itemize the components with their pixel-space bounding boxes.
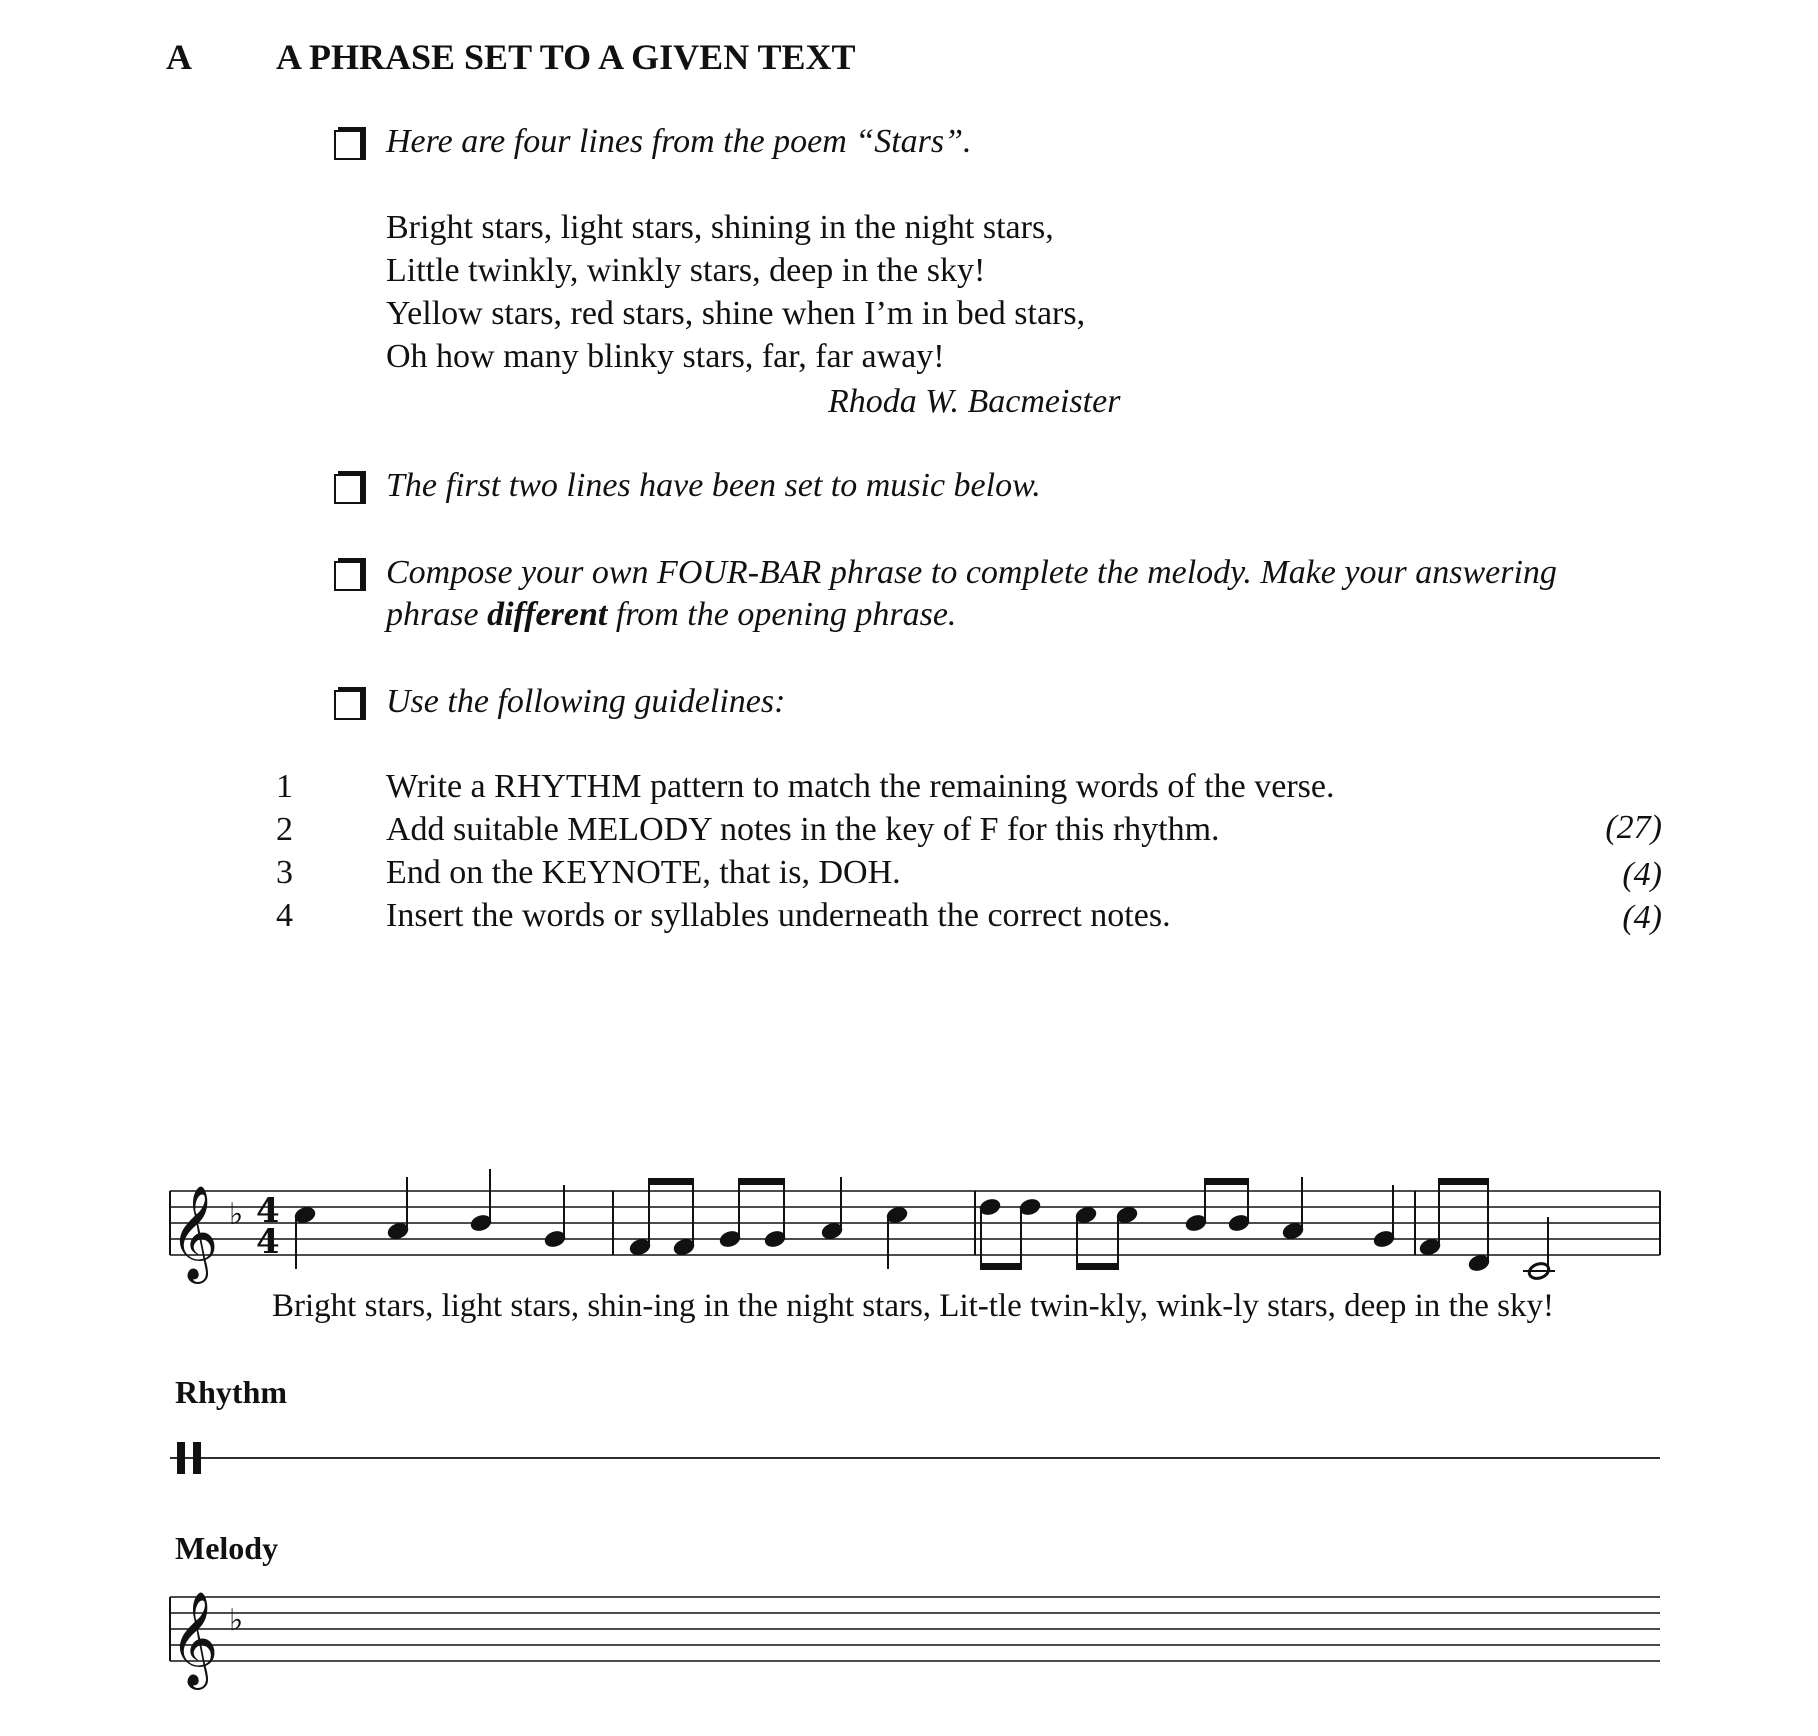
instruction-guidelines-intro: Use the following guidelines: xyxy=(386,683,786,720)
instruction-compose-line1: Compose your own FOUR-BAR phrase to complete the melody. Make your answering xyxy=(386,554,1557,591)
guideline-number: 3 xyxy=(276,854,293,891)
poem-line: Yellow stars, red stars, shine when I’m in bed stars, xyxy=(386,295,1086,332)
guideline-text: Write a RHYTHM pattern to match the remaining words of the verse. xyxy=(386,768,1335,805)
guideline-number: 2 xyxy=(276,811,293,848)
note-beam xyxy=(648,1178,694,1185)
poem-line: Oh how many blinky stars, far, far away! xyxy=(386,338,945,375)
guideline-number: 4 xyxy=(276,897,293,934)
note-beam xyxy=(1204,1178,1249,1185)
poem-author: Rhoda W. Bacmeister xyxy=(828,383,1121,420)
compose-text: from the opening phrase. xyxy=(607,596,957,633)
rhythm-clef-icon xyxy=(193,1442,201,1474)
key-signature-flat: ♭ xyxy=(229,1603,244,1638)
melody-label: Melody xyxy=(175,1530,279,1566)
lyrics: Bright stars, light stars, shin-ing in the night stars, Lit-tle twin-kly, wink-ly stars, deep in the sky! xyxy=(272,1288,1554,1324)
note-beam xyxy=(738,1178,785,1185)
poem-line: Little twinkly, winkly stars, deep in the sky! xyxy=(386,252,986,289)
guideline-text: End on the KEYNOTE, that is, DOH. xyxy=(386,854,901,891)
key-signature-flat: ♭ xyxy=(229,1197,244,1232)
compose-text: phrase xyxy=(386,596,488,633)
guideline-text: Insert the words or syllables underneath the correct notes. xyxy=(386,897,1171,934)
compose-emphasis: different xyxy=(487,596,608,633)
guideline-text: Add suitable MELODY notes in the key of F for this rhythm. xyxy=(386,811,1220,848)
time-sig-bottom: 4 xyxy=(256,1222,280,1262)
poem-line: Bright stars, light stars, shining in the night stars, xyxy=(386,209,1054,246)
note-beam xyxy=(980,1263,1022,1270)
instruction-set-to-music: The first two lines have been set to music below. xyxy=(386,467,1041,504)
time-sig-top: 4 xyxy=(256,1191,280,1231)
guideline-number: 1 xyxy=(276,768,293,805)
rhythm-clef-icon xyxy=(177,1442,185,1474)
rhythm-label: Rhythm xyxy=(175,1374,288,1410)
guideline-marks: (27) xyxy=(1605,809,1662,846)
instruction-poem-intro: Here are four lines from the poem “Stars”. xyxy=(386,123,972,160)
given-notes xyxy=(293,1169,1555,1281)
section-letter: A xyxy=(166,37,192,77)
treble-clef-icon: 𝄞 xyxy=(170,1185,219,1280)
treble-clef-icon: 𝄞 xyxy=(170,1591,219,1686)
guideline-marks: (4) xyxy=(1622,856,1662,893)
section-title: A PHRASE SET TO A GIVEN TEXT xyxy=(276,37,856,77)
note-beam xyxy=(1438,1178,1489,1185)
melody-staff xyxy=(170,1597,1660,1661)
note-beam xyxy=(1076,1263,1119,1270)
guideline-marks: (4) xyxy=(1622,899,1662,936)
